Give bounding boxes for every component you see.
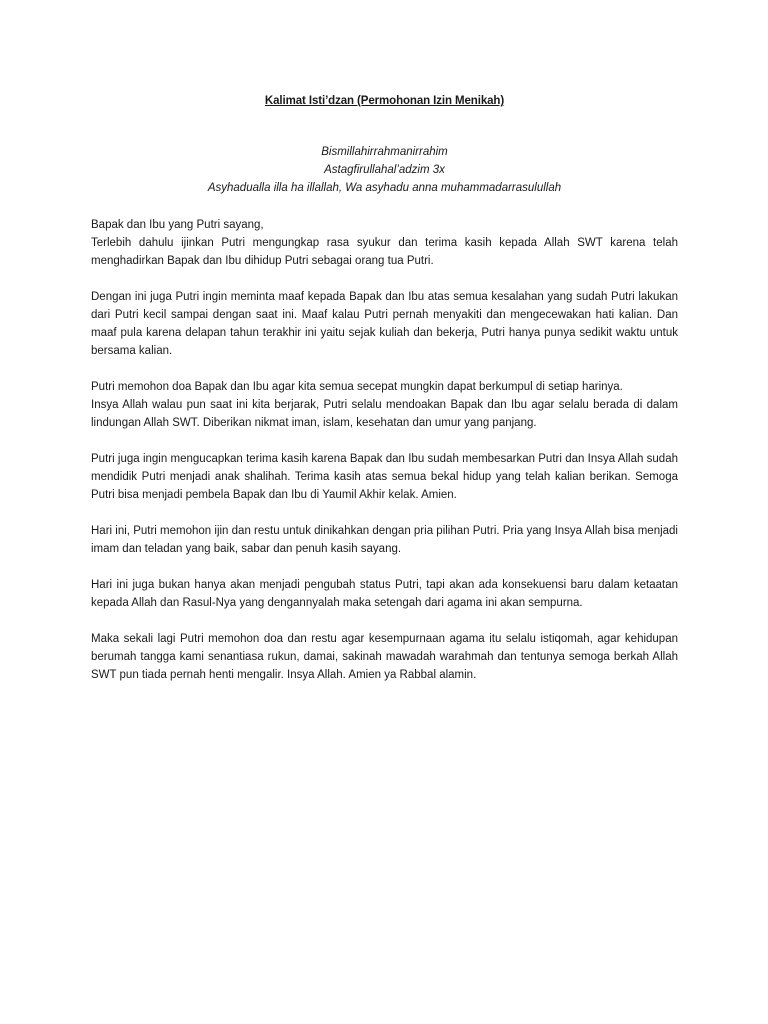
- opening-line-istighfar: Astagfirullahal’adzim 3x: [324, 164, 445, 176]
- opening-invocation: [91, 143, 678, 197]
- greeting: Bapak dan Ibu yang Putri sayang,: [91, 219, 264, 231]
- prayer-paragraph-2: Insya Allah walau pun saat ini kita berjarak, Putri selalu mendoakan Bapak dan Ibu agar selalu berada di dalam lindungan Allah SWT. Diberikan nikmat iman, islam, kesehatan dan umur yang panjang.: [91, 399, 678, 429]
- opening-line-basmalah: Bismillahirrahmanirrahim: [321, 146, 448, 158]
- prayer-block: [91, 378, 678, 432]
- closing-paragraph: Maka sekali lagi Putri memohon doa dan restu agar kesempurnaan agama itu selalu istiqomah, agar kehidupan berumah tangga kami senantiasa rukun, damai, sakinah mawadah warahmah dan tentunya semoga berkah Allah SWT pun tiada pernah henti mengalir. Insya Allah. Amien ya Rabbal alamin.: [91, 633, 678, 681]
- status-paragraph: Hari ini juga bukan hanya akan menjadi pengubah status Putri, tapi akan ada konsekuensi baru dalam ketaatan kepada Allah dan Rasul-Nya yang dengannyalah maka setengah dari agama ini akan sempurna.: [91, 579, 678, 609]
- permission-paragraph: Hari ini, Putri memohon ijin dan restu untuk dinikahkan dengan pria pilihan Putri. Pria yang Insya Allah bisa menjadi imam dan teladan yang baik, sabar dan penuh kasih sayang.: [91, 525, 678, 555]
- gratitude-paragraph: Putri juga ingin mengucapkan terima kasih karena Bapak dan Ibu sudah membesarkan Putri dan Insya Allah sudah mendidik Putri menjadi anak shalihah. Terima kasih atas semua bekal hidup yang telah kalian berikan. Semoga Putri bisa menjadi pembela Bapak dan Ibu di Yaumil Akhir kelak. Amien.: [91, 453, 678, 501]
- intro-paragraph: Terlebih dahulu ijinkan Putri mengungkap rasa syukur dan terima kasih kepada Allah SWT karena telah menghadirkan Bapak dan Ibu dihidup Putri sebagai orang tua Putri.: [91, 237, 678, 267]
- opening-line-syahadat: Asyhadualla illa ha illallah, Wa asyhadu anna muhammadarrasulullah: [207, 182, 562, 194]
- document-title: Kalimat Isti’dzan (Permohonan Izin Menikah): [264, 95, 505, 107]
- apology-paragraph: Dengan ini juga Putri ingin meminta maaf kepada Bapak dan Ibu atas semua kesalahan yang sudah Putri lakukan dari Putri kecil sampai dengan saat ini. Maaf kalau Putri pernah menyakiti dan mengecewakan hati kalian. Dan maaf pula karena delapan tahun terakhir ini yaitu sejak kuliah dan bekerja, Putri hanya punya sedikit waktu untuk bersama kalian.: [91, 291, 678, 357]
- prayer-paragraph-1: Putri memohon doa Bapak dan Ibu agar kita semua secepat mungkin dapat berkumpul di setiap harinya.: [91, 381, 623, 393]
- document-page: [91, 92, 678, 702]
- greeting-block: [91, 216, 678, 270]
